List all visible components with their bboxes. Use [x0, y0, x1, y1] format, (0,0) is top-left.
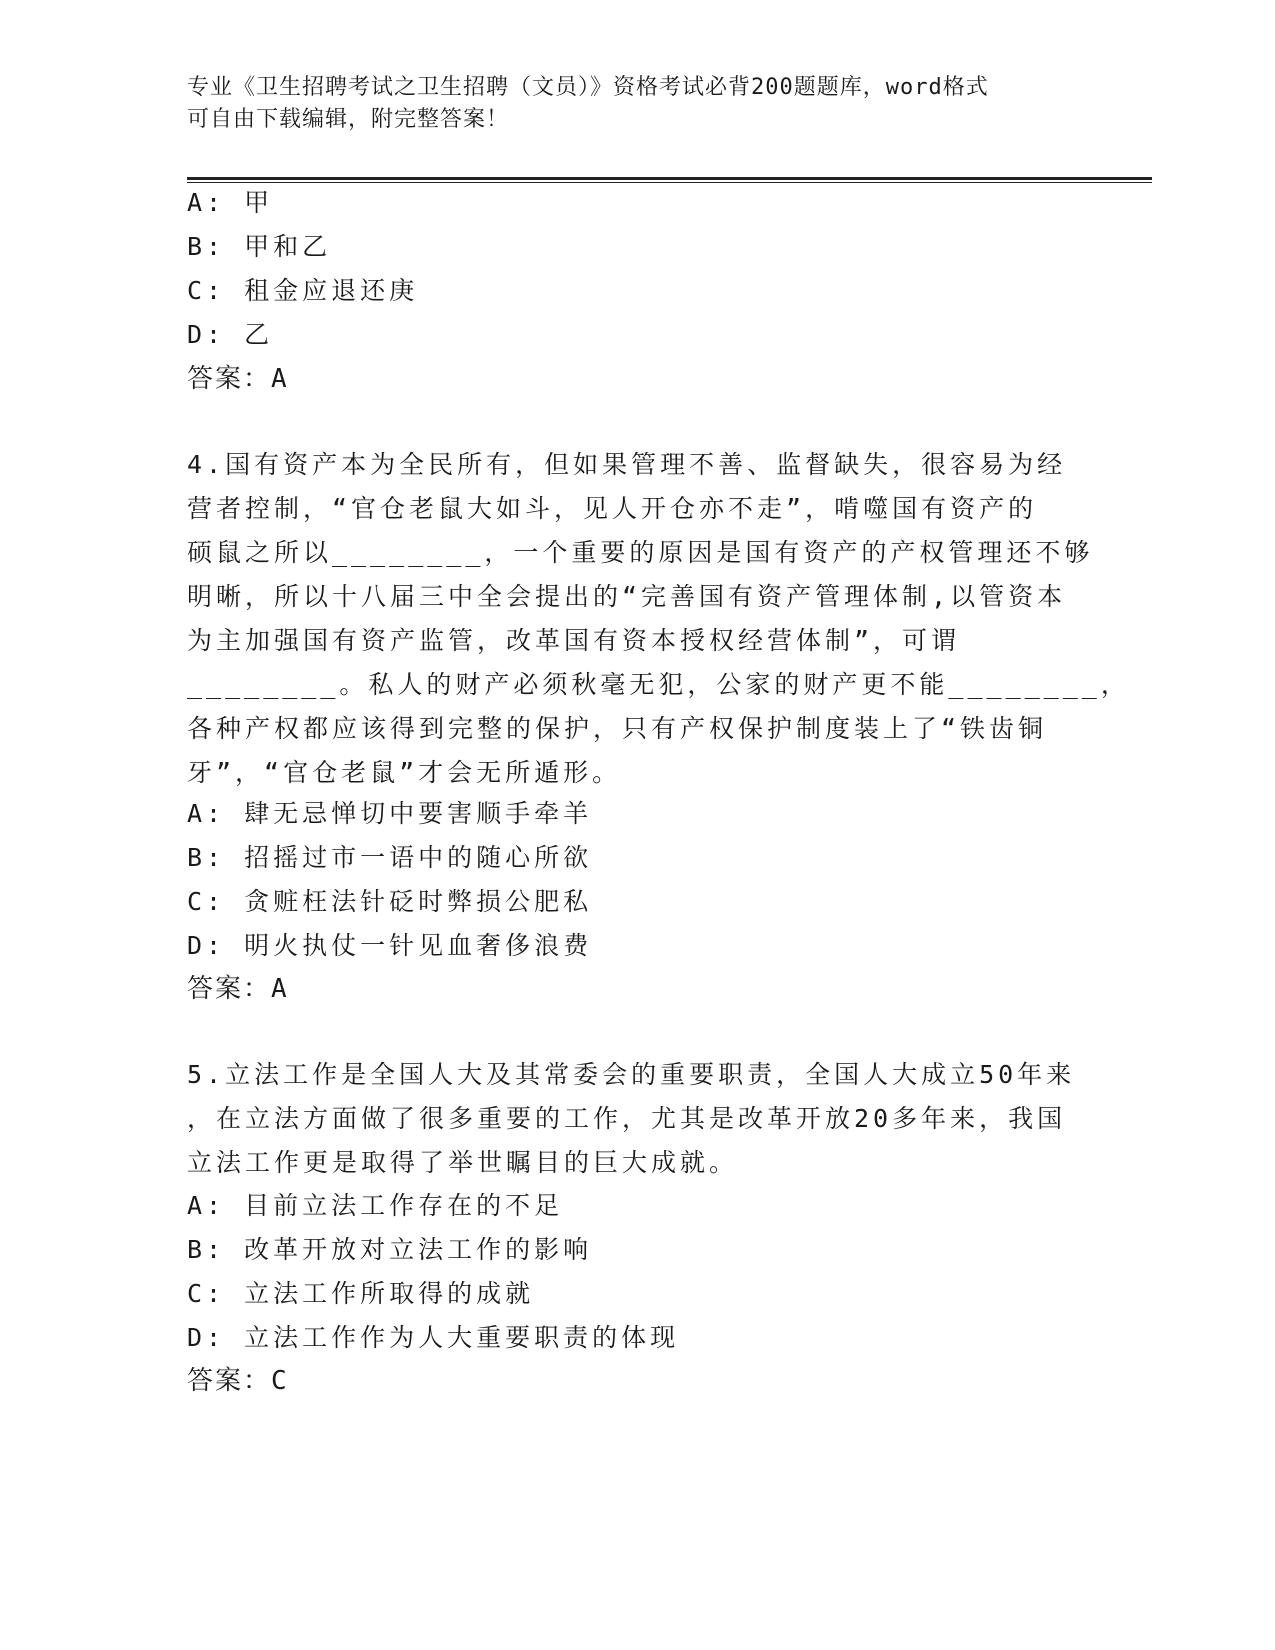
q5-option-d: D: 立法工作作为人大重要职责的体现 — [187, 1323, 680, 1352]
q3-answer-label: 答案： — [187, 364, 272, 394]
document-header — [187, 72, 1067, 136]
q4-stem-line-3: 硕鼠之所以________，一个重要的原因是国有资产的产权管理还不够 — [187, 538, 1094, 567]
q4-stem-line-2: 营者控制，“官仓老鼠大如斗，见人开仓亦不走”，啃噬国有资产的 — [187, 494, 1038, 523]
q5-answer — [187, 1364, 289, 1398]
q4-stem-line-5: 为主加强国有资产监管，改革国有资本授权经营体制”，可谓 — [187, 626, 961, 655]
q4-stem-line-4: 明晰，所以十八届三中全会提出的“完善国有资产管理体制,以管资本 — [187, 582, 1067, 611]
q4-option-c: C: 贪赃枉法针砭时弊损公肥私 — [187, 887, 593, 916]
q4-answer-label: 答案： — [187, 974, 272, 1004]
q3-option-a: A: 甲 — [187, 188, 274, 217]
q3-option-b: B: 甲和乙 — [187, 232, 332, 261]
q4-option-a: A: 肆无忌惮切中要害顺手牵羊 — [187, 799, 593, 828]
q3-answer-value: A — [271, 364, 289, 394]
q4-stem-line-8: 牙”，“官仓老鼠”才会无所遁形。 — [187, 758, 622, 787]
header-divider-thin — [187, 182, 1152, 183]
q3-option-c: C: 租金应退还庚 — [187, 276, 419, 305]
q5-stem-line-2: ，在立法方面做了很多重要的工作，尤其是改革开放20多年来，我国 — [187, 1104, 1067, 1133]
header-title-line-1: 专业《卫生招聘考试之卫生招聘（文员）》资格考试必背200题题库，word格式 — [187, 75, 989, 100]
q4-option-b: B: 招摇过市一语中的随心所欲 — [187, 843, 593, 872]
q4-stem-line-7: 各种产权都应该得到完整的保护，只有产权保护制度装上了“铁齿铜 — [187, 714, 1048, 743]
q4-answer-value: A — [271, 974, 289, 1004]
header-title-line-2: 可自由下载编辑，附完整答案！ — [187, 107, 510, 132]
q4-option-d: D: 明火执仗一针见血奢侈浪费 — [187, 931, 593, 960]
q3-answer — [187, 362, 289, 396]
q5-option-c: C: 立法工作所取得的成就 — [187, 1279, 535, 1308]
q5-option-a: A: 目前立法工作存在的不足 — [187, 1191, 564, 1220]
q5-answer-value: C — [271, 1366, 289, 1396]
header-divider-thick — [187, 177, 1152, 180]
q4-stem-line-6: ________。私人的财产必须秋毫无犯，公家的财产更不能________， — [187, 670, 1130, 699]
q5-option-b: B: 改革开放对立法工作的影响 — [187, 1235, 593, 1264]
q5-stem-line-3: 立法工作更是取得了举世瞩目的巨大成就。 — [187, 1148, 739, 1177]
q4-answer — [187, 972, 289, 1006]
q4-stem-line-1: 4.国有资产本为全民所有，但如果管理不善、监督缺失，很容易为经 — [187, 450, 1067, 479]
q5-answer-label: 答案： — [187, 1366, 272, 1396]
q5-stem-line-1: 5.立法工作是全国人大及其常委会的重要职责，全国人大成立50年来 — [187, 1060, 1076, 1089]
q3-option-d: D: 乙 — [187, 320, 274, 349]
